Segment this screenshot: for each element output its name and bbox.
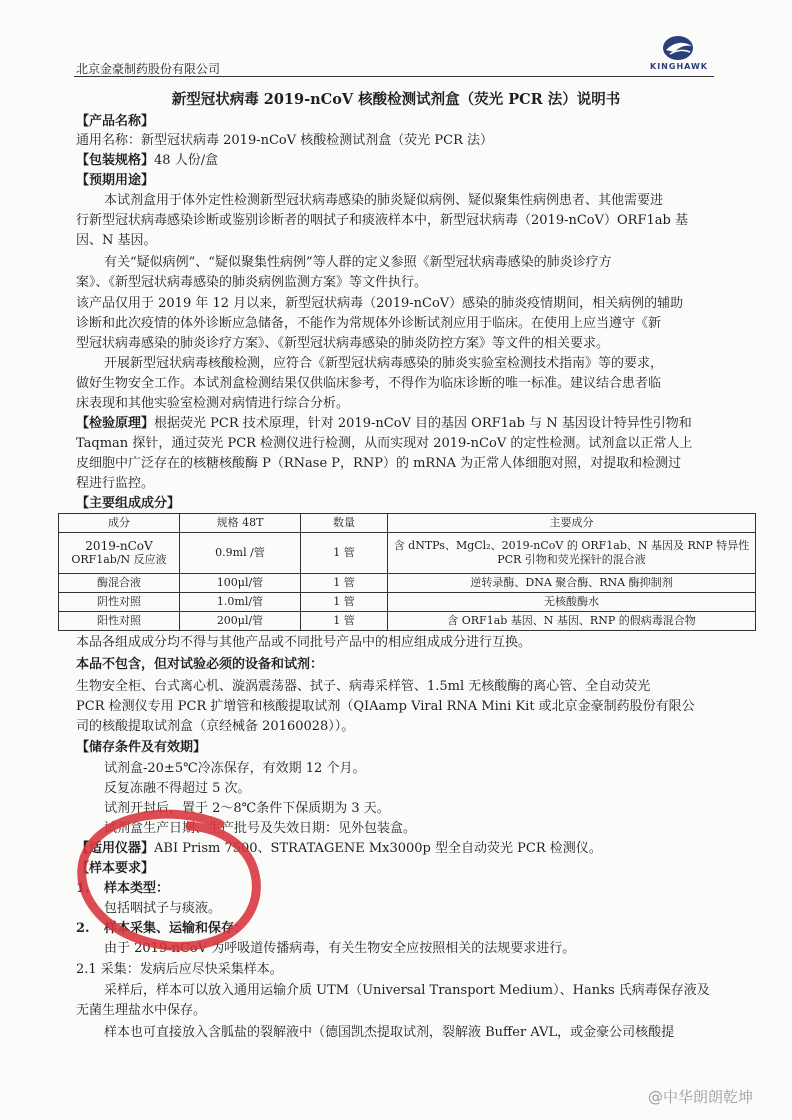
- usage-p1-line: 因、N 基因。: [76, 233, 157, 248]
- table-row: [59, 533, 756, 574]
- table-cell: 含 ORF1ab 基因、N 基因、RNP 的假病毒混合物: [388, 612, 756, 631]
- storage-heading: 【储存条件及有效期】: [76, 740, 207, 755]
- usage-p1-line: 本试剂盒用于体外定性检测新型冠状病毒感染的肺炎疑似病例、疑似聚集性病例患者、其他需要进: [104, 193, 664, 208]
- product-name-heading: 【产品名称】: [76, 114, 155, 129]
- sample-2-title: 样本采集、运输和保存：: [104, 921, 248, 936]
- watermark: @中华朗朗乾坤: [648, 1088, 754, 1106]
- sample-after-line: 无菌生理盐水中保存。: [76, 1003, 207, 1018]
- usage-p2-line: 有关“疑似病例”、“疑似聚集性病例”等人群的定义参照《新型冠状病毒感染的肺炎诊疗方: [104, 255, 612, 270]
- instrument-value: ABI Prism 7500、STRATAGENE Mx3000p 型全自动荧光 PCR 检测仪。: [154, 841, 602, 856]
- usage-heading: 【预期用途】: [76, 173, 155, 188]
- exchange-note: 本品各组成成分均不得与其他产品或不同批号产品中的相应组成成分进行互换。: [76, 635, 532, 650]
- document-title: 新型冠状病毒 2019-nCoV 核酸检测试剂盒（荧光 PCR 法）说明书: [171, 91, 621, 108]
- components-table: [58, 513, 756, 631]
- table-cell: [388, 533, 756, 574]
- instrument-line: [76, 840, 602, 858]
- components-heading: 【主要组成成分】: [76, 496, 181, 511]
- sample-2-body: 由于 2019-nCoV 为呼吸道传播病毒，有关生物安全应按照相关的法规要求进行。: [104, 941, 576, 956]
- component-desc-line: PCR 引物和荧光探针的混合液: [497, 553, 646, 566]
- sample-21-line: 2.1 采集：发病后应尽快采集样本。: [76, 962, 283, 977]
- table-cell: 200μl/管: [180, 612, 301, 631]
- usage-p3-line: 型冠状病毒感染的肺炎诊疗方案》、《新型冠状病毒感染的肺炎防控方案》等文件的相关要求。: [76, 336, 610, 351]
- package-heading: 【包装规格】: [76, 153, 155, 168]
- principle-line: 程进行监控。: [76, 476, 155, 491]
- package-value: 48 人份/盒: [154, 153, 219, 168]
- package-line: [76, 152, 218, 170]
- table-cell: 1 管: [301, 593, 388, 612]
- table-header-cell: 数量: [301, 514, 388, 533]
- sample-2-number: 2.: [76, 921, 90, 936]
- principle-heading: 【检验原理】: [76, 416, 155, 431]
- component-name-line: 2019-nCoV: [85, 539, 153, 553]
- table-header-cell: 成分: [59, 514, 180, 533]
- company-header: 北京金豪制药股份有限公司: [76, 62, 221, 76]
- sample-after-line: 采样后，样本可以放入通用运输介质 UTM（Universal Transport Medium）、Hanks 氏病毒保存液及: [104, 983, 710, 998]
- table-cell: 1.0ml/管: [180, 593, 301, 612]
- usage-p4-line: 做好生物安全工作。本试剂盒检测结果仅供临床参考，不得作为临床诊断的唯一标准。建议结合患者临: [76, 376, 662, 391]
- table-row: [59, 574, 756, 593]
- storage-line: 试剂盒-20±5℃冷冻保存，有效期 12 个月。: [104, 761, 366, 776]
- logo-text: KINGHAWK: [650, 62, 708, 71]
- table-cell: 0.9ml /管: [180, 533, 301, 574]
- table-row: [59, 593, 756, 612]
- product-name-text: 通用名称：新型冠状病毒 2019-nCoV 核酸检测试剂盒（荧光 PCR 法）: [76, 133, 494, 148]
- table-cell: 阴性对照: [59, 593, 180, 612]
- sample-heading: 【样本要求】: [76, 861, 155, 876]
- usage-p1-line: 行新型冠状病毒感染诊断或鉴别诊断者的咽拭子和痰液样本中，新型冠状病毒（2019-nCoV）ORF1ab 基: [76, 213, 688, 228]
- principle-line: Taqman 探针，通过荧光 PCR 检测仪进行检测，从而实现对 2019-nCoV 的定性检测。试剂盒以正常人上: [76, 436, 693, 451]
- principle-text: 根据荧光 PCR 技术原理，针对 2019-nCoV 目的基因 ORF1ab 与 N 基因设计特异性引物和: [154, 416, 692, 431]
- storage-line: 试剂盒生产日期、生产批号及失效日期：见外包装盒。: [104, 821, 417, 836]
- table-header-cell: 主要成分: [388, 514, 756, 533]
- sample-1-number: 1.: [76, 881, 90, 896]
- storage-line: 试剂开封后，置于 2～8℃条件下保质期为 3 天。: [104, 801, 390, 816]
- sample-1-body: 包括咽拭子与痰液。: [104, 901, 222, 916]
- usage-p2-line: 案》、《新型冠状病毒感染的肺炎病例监测方案》等文件执行。: [76, 275, 428, 290]
- sample-1-title: 样本类型：: [104, 881, 170, 896]
- principle-line: [76, 415, 692, 433]
- instrument-heading: 【适用仪器】: [76, 841, 155, 856]
- not-included-line: 司的核酸提取试剂盒（京经械备 20160028））。: [76, 719, 355, 734]
- header-rule: [74, 76, 714, 77]
- table-cell: [59, 533, 180, 574]
- table-cell: 酶混合液: [59, 574, 180, 593]
- table-header-row: [59, 514, 756, 533]
- table-cell: 无核酸酶水: [388, 593, 756, 612]
- usage-p3-line: 该产品仅用于 2019 年 12 月以来，新型冠状病毒（2019-nCoV）感染的肺炎疫情期间，相关病例的辅助: [76, 296, 684, 311]
- component-name-line: ORF1ab/N 反应液: [71, 553, 167, 566]
- table-cell: 1 管: [301, 533, 388, 574]
- usage-p4-line: 床表现和其他实验室检测对病情进行综合分析。: [76, 396, 350, 411]
- table-header-cell: 规格 48T: [180, 514, 301, 533]
- component-desc-line: 含 dNTPs、MgCl₂、2019-nCoV 的 ORF1ab、N 基因及 RNP 特异性: [393, 539, 750, 552]
- storage-line: 反复冻融不得超过 5 次。: [104, 781, 251, 796]
- table-cell: 阳性对照: [59, 612, 180, 631]
- table-cell: 1 管: [301, 612, 388, 631]
- usage-p3-line: 诊断和此次疫情的体外诊断应急储备，不能作为常规体外诊断试剂应用于临床。在使用上应当遵守《新: [76, 316, 662, 331]
- not-included-heading: 本品不包含，但对试验必须的设备和试剂：: [76, 657, 324, 672]
- sample-last-line: 样本也可直接放入含胍盐的裂解液中（德国凯杰提取试剂，裂解液 Buffer AVL，或金豪公司核酸提: [104, 1025, 675, 1040]
- table-cell: 100μl/管: [180, 574, 301, 593]
- table-row: [59, 612, 756, 631]
- table-cell: 1 管: [301, 574, 388, 593]
- table-cell: 逆转录酶、DNA 聚合酶、RNA 酶抑制剂: [388, 574, 756, 593]
- usage-p4-line: 开展新型冠状病毒核酸检测，应符合《新型冠状病毒感染的肺炎实验室检测技术指南》等的要求，: [104, 356, 664, 371]
- not-included-line: 生物安全柜、台式离心机、漩涡震荡器、拭子、病毒采样管、1.5ml 无核酸酶的离心管、全自动荧光: [76, 679, 651, 694]
- principle-line: 皮细胞中广泛存在的核糖核酸酶 P（RNase P，RNP）的 mRNA 为正常人体细胞对照，对提取和检测过: [76, 456, 682, 471]
- not-included-line: PCR 检测仪专用 PCR 扩增管和核酸提取试剂（QIAamp Viral RNA Mini Kit 或北京金豪制药股份有限公: [76, 699, 695, 714]
